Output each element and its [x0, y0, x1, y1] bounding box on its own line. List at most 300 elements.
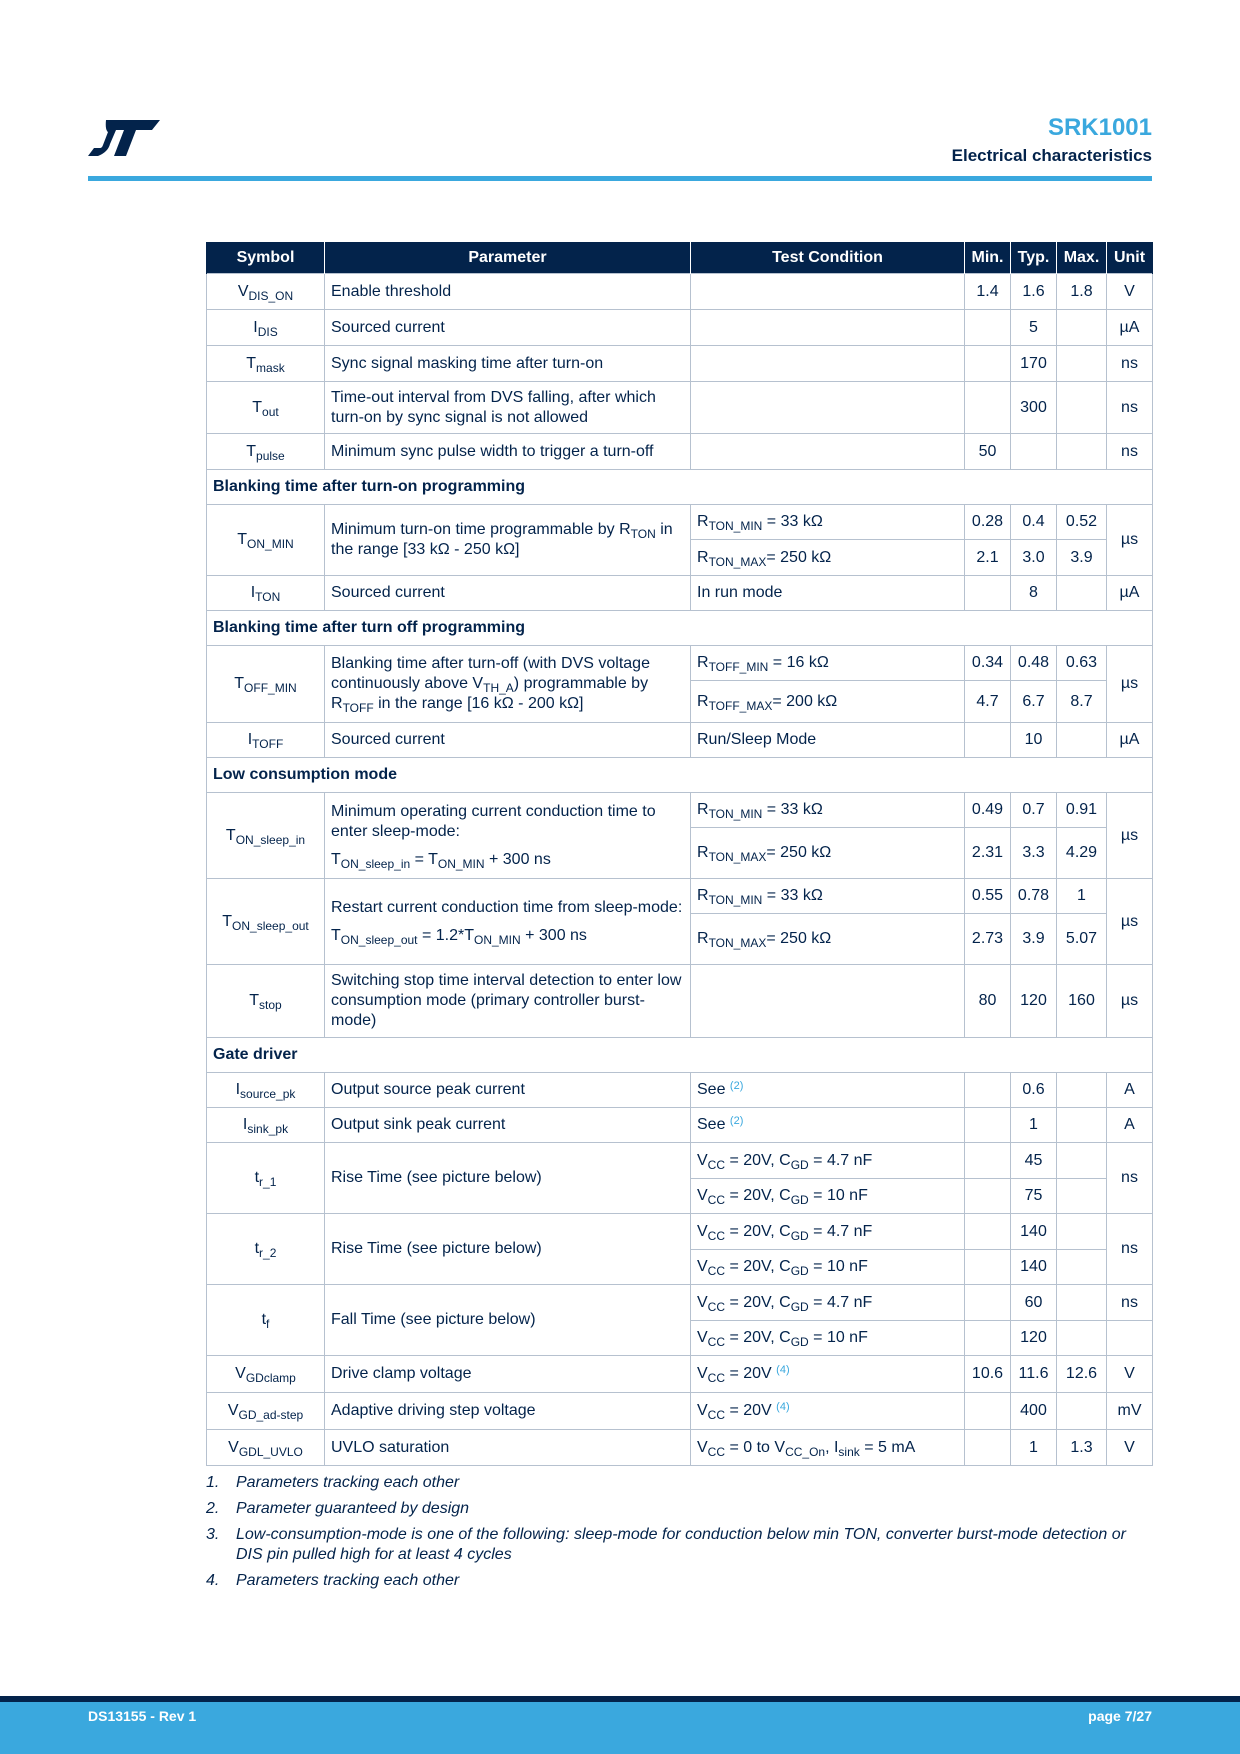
- parameter-cell: Sync signal masking time after turn-on: [325, 346, 691, 382]
- typ-cell: 3.0: [1011, 540, 1057, 576]
- condition-subscript: sink: [838, 1444, 860, 1459]
- unit-cell: V: [1107, 1356, 1153, 1393]
- parameter-cell: Output source peak current: [325, 1073, 691, 1108]
- unit-cell: µA: [1107, 576, 1153, 611]
- symbol-cell: [207, 576, 325, 611]
- parameter-cell: Fall Time (see picture below): [325, 1285, 691, 1356]
- condition-subscript: CC: [707, 1371, 726, 1385]
- unit-cell: µA: [1107, 310, 1153, 346]
- max-cell: 0.63: [1057, 646, 1107, 681]
- min-cell: 2.1: [965, 540, 1011, 576]
- section-title: Electrical characteristics: [951, 146, 1152, 165]
- condition-subscript: TON_MIN: [708, 807, 763, 821]
- max-cell: 8.7: [1057, 681, 1107, 723]
- symbol-subscript: ON_sleep_out: [232, 918, 309, 933]
- symbol-cell: [207, 1430, 325, 1466]
- table-row: [207, 434, 1153, 470]
- condition-subscript: TON_MIN: [708, 519, 763, 533]
- symbol: I: [235, 1081, 241, 1098]
- min-cell: 4.7: [965, 681, 1011, 723]
- condition-text: = 33 kΩ: [762, 801, 823, 818]
- condition-subscript: TOFF_MIN: [708, 660, 769, 674]
- parameter-cell: [325, 793, 691, 879]
- condition-subscript: GD: [790, 1193, 809, 1207]
- condition-text: V: [697, 1222, 708, 1240]
- condition-text: = 0 to V: [725, 1438, 786, 1456]
- symbol: T: [225, 826, 236, 844]
- condition-text: = 200 kΩ: [772, 692, 838, 710]
- parameter-cell: Output sink peak current: [325, 1108, 691, 1143]
- condition-text: = 4.7 nF: [808, 1222, 873, 1240]
- min-cell: 0.28: [965, 505, 1011, 540]
- max-cell: [1057, 346, 1107, 382]
- col-header-symbol: Symbol: [207, 242, 325, 274]
- parameter-cell: [325, 646, 691, 723]
- symbol-cell: [207, 505, 325, 576]
- symbol-subscript: sink_pk: [247, 1122, 289, 1136]
- typ-cell: 5: [1011, 310, 1057, 346]
- symbol: T: [246, 354, 257, 372]
- typ-cell: 10: [1011, 723, 1057, 758]
- equation-subscript: ON_MIN: [473, 932, 521, 947]
- footnote-2: [206, 1499, 1152, 1519]
- condition-text: , I: [825, 1438, 839, 1456]
- unit-cell: V: [1107, 274, 1153, 310]
- section-title-low-consumption: Low consumption mode: [207, 758, 1153, 793]
- parameter-text: ) programmable by R: [331, 675, 649, 712]
- max-cell: [1057, 1321, 1107, 1356]
- condition-subscript: CC: [707, 1264, 726, 1278]
- min-cell: 50: [965, 434, 1011, 470]
- table-row: [207, 965, 1153, 1038]
- condition-cell: [691, 274, 965, 310]
- section-row: [207, 1038, 1153, 1073]
- condition-text: = 20V: [725, 1365, 777, 1382]
- typ-cell: 1: [1011, 1108, 1057, 1143]
- min-cell: [965, 1073, 1011, 1108]
- unit-cell: ns: [1107, 1214, 1153, 1285]
- max-cell: 1.8: [1057, 274, 1107, 310]
- symbol-cell: [207, 879, 325, 965]
- condition-text: = 10 nF: [808, 1258, 868, 1275]
- footer-doc-id: DS13155 - Rev 1: [88, 1708, 197, 1724]
- table-row: [207, 1430, 1153, 1466]
- electrical-characteristics-table: [206, 242, 1153, 1466]
- symbol-cell: [207, 1356, 325, 1393]
- condition-subscript: TON_MIN: [708, 893, 763, 907]
- table-row: [207, 1393, 1153, 1430]
- unit-cell: µs: [1107, 646, 1153, 723]
- typ-cell: 6.7: [1011, 681, 1057, 723]
- table-row: [207, 1108, 1153, 1143]
- table-row: [207, 505, 1153, 540]
- equation-text: + 300 ns: [520, 926, 587, 944]
- condition-text: = 4.7 nF: [808, 1293, 873, 1311]
- parameter-cell: Rise Time (see picture below): [325, 1143, 691, 1214]
- condition-cell: [691, 346, 965, 382]
- symbol-cell: [207, 723, 325, 758]
- condition-cell: [691, 914, 965, 965]
- unit-cell: A: [1107, 1073, 1153, 1108]
- typ-cell: 120: [1011, 965, 1057, 1038]
- section-title-blanking-off: Blanking time after turn off programming: [207, 611, 1153, 646]
- col-header-unit: Unit: [1107, 242, 1153, 274]
- equation-subscript: ON_sleep_in: [340, 856, 411, 871]
- min-cell: [965, 310, 1011, 346]
- condition-text: V: [697, 1438, 708, 1456]
- unit-cell: µs: [1107, 505, 1153, 576]
- unit-cell: A: [1107, 1108, 1153, 1143]
- min-cell: [965, 1108, 1011, 1143]
- typ-cell: 0.4: [1011, 505, 1057, 540]
- parameter-cell: Enable threshold: [325, 274, 691, 310]
- symbol: I: [247, 731, 253, 748]
- footnote-ref[interactable]: (4): [776, 1401, 790, 1413]
- condition-text: V: [697, 1293, 708, 1311]
- condition-text: See: [697, 1081, 730, 1098]
- symbol-subscript: GD_ad-step: [238, 1408, 304, 1422]
- condition-text: = 250 kΩ: [766, 844, 832, 861]
- min-cell: 2.31: [965, 828, 1011, 879]
- footer-page-number: page 7/27: [1088, 1708, 1152, 1724]
- symbol-cell: [207, 1108, 325, 1143]
- footnote-1: [206, 1473, 1152, 1493]
- parameter-text: Blanking time after turn-off (with DVS voltage continuously above V: [331, 655, 650, 692]
- condition-text: R: [697, 887, 709, 904]
- condition-cell: [691, 793, 965, 828]
- condition-text: = 10 nF: [808, 1187, 868, 1204]
- symbol-cell: [207, 346, 325, 382]
- equation-text: T: [331, 926, 341, 944]
- max-cell: [1057, 1393, 1107, 1430]
- footnote-text: Parameter guaranteed by design: [236, 1500, 470, 1517]
- condition-subscript: CC: [707, 1299, 726, 1314]
- condition-cell: [691, 1321, 965, 1356]
- table-row: [207, 274, 1153, 310]
- symbol: t: [261, 1311, 267, 1328]
- table-header-row: [207, 242, 1153, 274]
- footnote-text: Parameters tracking each other: [236, 1474, 460, 1491]
- condition-subscript: CC: [707, 1408, 726, 1422]
- unit-cell: µA: [1107, 723, 1153, 758]
- parameter-equation: [331, 926, 684, 946]
- max-cell: [1057, 382, 1107, 434]
- parameter-subscript: TON: [630, 527, 656, 541]
- footnote-ref[interactable]: (2): [729, 1115, 744, 1127]
- max-cell: [1057, 434, 1107, 470]
- condition-cell: Run/Sleep Mode: [691, 723, 965, 758]
- symbol: V: [227, 1402, 239, 1419]
- symbol-subscript: pulse: [256, 448, 285, 463]
- symbol-cell: [207, 646, 325, 723]
- parameter-cell: [325, 879, 691, 965]
- table-row: [207, 576, 1153, 611]
- condition-text: R: [697, 548, 709, 566]
- condition-text: V: [697, 1365, 708, 1382]
- symbol-subscript: source_pk: [240, 1087, 296, 1101]
- min-cell: 2.73: [965, 914, 1011, 965]
- equation-text: + 300 ns: [484, 850, 551, 868]
- symbol: t: [254, 1240, 260, 1257]
- condition-cell: [691, 1179, 965, 1214]
- col-header-test-condition: Test Condition: [691, 242, 965, 274]
- min-cell: [965, 346, 1011, 382]
- table-row: [207, 1143, 1153, 1179]
- condition-text: R: [697, 930, 709, 947]
- table-row: [207, 1285, 1153, 1321]
- typ-cell: 3.9: [1011, 914, 1057, 965]
- condition-text: = 33 kΩ: [762, 513, 823, 530]
- min-cell: [965, 1214, 1011, 1250]
- condition-cell: [691, 965, 965, 1038]
- condition-subscript: TOFF_MAX: [708, 698, 773, 713]
- symbol-subscript: stop: [259, 998, 282, 1012]
- equation-text: = T: [410, 850, 438, 868]
- condition-text: = 4.7 nF: [808, 1151, 873, 1169]
- min-cell: 10.6: [965, 1356, 1011, 1393]
- symbol-subscript: r_2: [259, 1246, 277, 1260]
- parameter-equation: [331, 850, 684, 870]
- typ-cell: 0.48: [1011, 646, 1057, 681]
- condition-text: R: [697, 654, 709, 671]
- unit-cell: µs: [1107, 879, 1153, 965]
- max-cell: [1057, 1143, 1107, 1179]
- symbol: I: [242, 1116, 248, 1133]
- min-cell: [965, 1250, 1011, 1285]
- condition-cell: [691, 1143, 965, 1179]
- min-cell: 1.4: [965, 274, 1011, 310]
- section-row: [207, 611, 1153, 646]
- symbol-subscript: TOFF: [252, 737, 284, 751]
- parameter-cell: Sourced current: [325, 576, 691, 611]
- condition-cell: In run mode: [691, 576, 965, 611]
- parameter-subscript: TOFF: [342, 701, 374, 715]
- symbol-subscript: OFF_MIN: [244, 681, 297, 695]
- condition-cell: [691, 1108, 965, 1143]
- condition-subscript: GD: [790, 1228, 809, 1243]
- condition-cell: [691, 879, 965, 914]
- unit-cell: ns: [1107, 382, 1153, 434]
- condition-cell: [691, 540, 965, 576]
- table-row: [207, 346, 1153, 382]
- condition-text: = 20V: [725, 1402, 777, 1419]
- max-cell: [1057, 576, 1107, 611]
- footnote-number: 1.: [206, 1474, 220, 1491]
- parameter-cell: Rise Time (see picture below): [325, 1214, 691, 1285]
- unit-cell: mV: [1107, 1393, 1153, 1430]
- condition-cell: [691, 310, 965, 346]
- condition-text: V: [697, 1402, 708, 1419]
- condition-text: V: [697, 1187, 708, 1204]
- symbol-cell: [207, 793, 325, 879]
- max-cell: 1.3: [1057, 1430, 1107, 1466]
- parameter-cell: Minimum sync pulse width to trigger a turn-off: [325, 434, 691, 470]
- condition-subscript: GD: [790, 1157, 809, 1172]
- col-header-typ: Typ.: [1011, 242, 1057, 274]
- condition-subscript: CC: [707, 1157, 726, 1172]
- condition-cell: [691, 1214, 965, 1250]
- unit-cell: µs: [1107, 965, 1153, 1038]
- footnote-number: 4.: [206, 1572, 220, 1589]
- condition-subscript: TON_MAX: [708, 554, 767, 569]
- parameter-cell: Adaptive driving step voltage: [325, 1393, 691, 1430]
- symbol: T: [246, 442, 257, 460]
- max-cell: 1: [1057, 879, 1107, 914]
- max-cell: [1057, 1285, 1107, 1321]
- max-cell: [1057, 1073, 1107, 1108]
- condition-text: = 20V, C: [725, 1187, 791, 1204]
- unit-cell: µs: [1107, 793, 1153, 879]
- table-row: [207, 1073, 1153, 1108]
- footnote-4: [206, 1571, 1152, 1591]
- condition-cell: [691, 505, 965, 540]
- condition-cell: [691, 681, 965, 723]
- condition-text: = 16 kΩ: [768, 654, 829, 671]
- symbol: T: [252, 398, 263, 416]
- condition-cell: [691, 1073, 965, 1108]
- min-cell: 0.34: [965, 646, 1011, 681]
- typ-cell: 75: [1011, 1179, 1057, 1214]
- max-cell: [1057, 1250, 1107, 1285]
- col-header-max: Max.: [1057, 242, 1107, 274]
- condition-text: V: [697, 1329, 708, 1346]
- condition-cell: [691, 434, 965, 470]
- symbol-subscript: out: [262, 404, 279, 419]
- typ-cell: 60: [1011, 1285, 1057, 1321]
- condition-text: V: [697, 1258, 708, 1275]
- symbol-cell: [207, 1143, 325, 1214]
- col-header-min: Min.: [965, 242, 1011, 274]
- symbol-cell: [207, 1393, 325, 1430]
- footnote-ref[interactable]: (4): [776, 1364, 790, 1376]
- symbol-cell: [207, 1214, 325, 1285]
- condition-subscript: CC: [707, 1444, 726, 1459]
- section-title-gate-driver: Gate driver: [207, 1038, 1153, 1073]
- min-cell: [965, 1321, 1011, 1356]
- symbol-subscript: DIS_ON: [248, 288, 294, 303]
- min-cell: [965, 723, 1011, 758]
- condition-subscript: GD: [790, 1335, 809, 1349]
- condition-subscript: TON_MAX: [708, 850, 767, 864]
- symbol-cell: [207, 1073, 325, 1108]
- symbol-subscript: GDL_UVLO: [238, 1444, 303, 1459]
- equation-text: = 1.2*T: [417, 926, 474, 944]
- unit-cell: V: [1107, 1430, 1153, 1466]
- symbol-subscript: GDclamp: [245, 1371, 296, 1385]
- max-cell: 0.52: [1057, 505, 1107, 540]
- max-cell: 3.9: [1057, 540, 1107, 576]
- symbol: V: [235, 1365, 246, 1382]
- symbol-cell: [207, 965, 325, 1038]
- condition-text: = 5 mA: [859, 1438, 916, 1456]
- parameter-text: Minimum operating current conduction time to enter sleep-mode:: [331, 802, 656, 840]
- section-row: [207, 470, 1153, 505]
- condition-text: V: [697, 1151, 708, 1169]
- footnote-ref[interactable]: (2): [729, 1080, 744, 1092]
- condition-text: = 33 kΩ: [762, 887, 823, 904]
- max-cell: 12.6: [1057, 1356, 1107, 1393]
- typ-cell: [1011, 434, 1057, 470]
- parameter-text: in the range [33 kΩ - 250 kΩ]: [331, 521, 673, 558]
- condition-subscript: GD: [790, 1299, 809, 1314]
- unit-cell: [1107, 1321, 1153, 1356]
- parameter-text: in the range [16 kΩ - 200 kΩ]: [373, 695, 584, 712]
- condition-subscript: TON_MAX: [708, 936, 767, 950]
- footnote-text: Low-consumption-mode is one of the following: sleep-mode for conduction below min TON, converter burst-mode detection or DIS pin pulled high for at least 4 cycles: [236, 1526, 1126, 1563]
- section-row: [207, 758, 1153, 793]
- condition-text: = 20V, C: [725, 1293, 791, 1311]
- condition-cell: [691, 646, 965, 681]
- min-cell: [965, 576, 1011, 611]
- symbol-cell: [207, 382, 325, 434]
- parameter-text: Restart current conduction time from sleep-mode:: [331, 898, 683, 916]
- footnote-number: 3.: [206, 1526, 220, 1543]
- parameter-cell: Time-out interval from DVS falling, after which turn-on by sync signal is not allowed: [325, 382, 691, 434]
- col-header-parameter: Parameter: [325, 242, 691, 274]
- table-row: [207, 1356, 1153, 1393]
- st-logo-icon: [88, 118, 160, 158]
- symbol: T: [249, 992, 260, 1009]
- min-cell: [965, 382, 1011, 434]
- condition-text: R: [697, 844, 709, 861]
- condition-cell: [691, 1356, 965, 1393]
- typ-cell: 300: [1011, 382, 1057, 434]
- typ-cell: 140: [1011, 1250, 1057, 1285]
- symbol-subscript: r_1: [259, 1175, 277, 1189]
- symbol-cell: [207, 274, 325, 310]
- parameter-cell: Sourced current: [325, 723, 691, 758]
- equation-text: T: [331, 850, 341, 868]
- symbol-subscript: ON_sleep_in: [235, 832, 306, 847]
- parameter-subscript: TH_A: [483, 681, 514, 695]
- symbol: I: [253, 318, 258, 336]
- condition-cell: [691, 1393, 965, 1430]
- parameter-cell: [325, 505, 691, 576]
- condition-cell: [691, 382, 965, 434]
- symbol: T: [222, 912, 233, 930]
- typ-cell: 400: [1011, 1393, 1057, 1430]
- parameter-cell: UVLO saturation: [325, 1430, 691, 1466]
- equation-subscript: ON_MIN: [437, 856, 485, 871]
- typ-cell: 170: [1011, 346, 1057, 382]
- footnote-text: Parameters tracking each other: [236, 1572, 460, 1589]
- max-cell: 5.07: [1057, 914, 1107, 965]
- unit-cell: ns: [1107, 1143, 1153, 1214]
- condition-text: See: [697, 1116, 730, 1133]
- table-row: [207, 793, 1153, 828]
- unit-cell: ns: [1107, 434, 1153, 470]
- symbol: T: [237, 531, 248, 548]
- condition-text: R: [697, 513, 709, 530]
- symbol: V: [228, 1438, 239, 1456]
- condition-subscript: CC: [707, 1193, 726, 1207]
- min-cell: [965, 1143, 1011, 1179]
- unit-cell: ns: [1107, 346, 1153, 382]
- symbol: t: [254, 1169, 260, 1186]
- max-cell: 0.91: [1057, 793, 1107, 828]
- max-cell: [1057, 1179, 1107, 1214]
- typ-cell: 1: [1011, 1430, 1057, 1466]
- condition-subscript: CC: [707, 1228, 726, 1243]
- condition-text: = 20V, C: [725, 1329, 791, 1346]
- symbol-cell: [207, 1285, 325, 1356]
- parameter-text: Minimum turn-on time programmable by R: [331, 521, 631, 538]
- condition-cell: [691, 1285, 965, 1321]
- equation-subscript: ON_sleep_out: [340, 932, 418, 947]
- typ-cell: 8: [1011, 576, 1057, 611]
- max-cell: 4.29: [1057, 828, 1107, 879]
- typ-cell: 45: [1011, 1143, 1057, 1179]
